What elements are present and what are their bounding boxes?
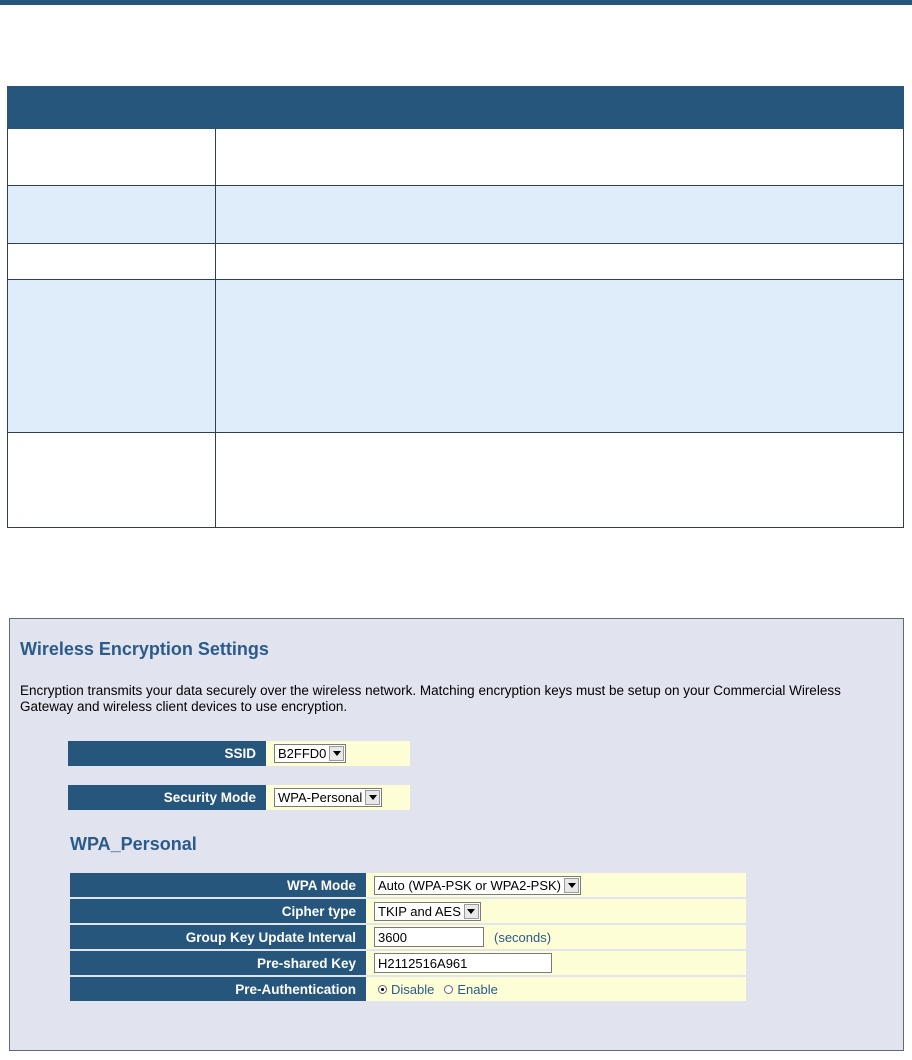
radio-selected-icon[interactable] xyxy=(378,985,387,994)
pre-authentication-value-cell xyxy=(366,977,746,1001)
group-key-interval-input[interactable] xyxy=(374,927,484,947)
wpa-mode-select[interactable] xyxy=(374,876,581,895)
table-row xyxy=(8,244,904,280)
top-bar xyxy=(0,0,912,5)
table-cell xyxy=(8,280,216,433)
group-key-interval-label: Group Key Update Interval xyxy=(70,925,366,949)
table-cell xyxy=(216,244,904,280)
wpa-mode-select-value: Auto (WPA-PSK or WPA2-PSK) xyxy=(378,877,562,893)
wpa-mode-row xyxy=(70,873,746,897)
chevron-down-icon[interactable] xyxy=(564,878,579,893)
table-row xyxy=(8,186,904,244)
table-row xyxy=(8,280,904,433)
pre-auth-disable-label: Disable xyxy=(391,981,435,997)
table-cell xyxy=(216,186,904,244)
panel-title: Wireless Encryption Settings xyxy=(20,639,269,659)
cipher-type-select-value: TKIP and AES xyxy=(378,903,461,919)
security-mode-value-cell xyxy=(266,785,410,810)
documentation-table xyxy=(7,86,904,528)
pre-shared-key-label: Pre-shared Key xyxy=(70,951,366,975)
wpa-mode-label: WPA Mode xyxy=(70,873,366,897)
table-cell xyxy=(216,433,904,528)
table-cell xyxy=(8,244,216,280)
ssid-select[interactable] xyxy=(274,744,346,763)
ssid-value-cell xyxy=(266,741,410,766)
table-cell xyxy=(216,280,904,433)
table-header-row xyxy=(8,87,904,129)
wpa-mode-value-cell xyxy=(366,873,746,897)
table-cell xyxy=(216,129,904,186)
pre-authentication-row xyxy=(70,977,746,1001)
cipher-type-label: Cipher type xyxy=(70,899,366,923)
pre-authentication-label: Pre-Authentication xyxy=(70,977,366,1001)
ssid-select-value: B2FFD0 xyxy=(278,746,327,761)
wpa-personal-title: WPA_Personal xyxy=(70,834,197,854)
chevron-down-icon[interactable] xyxy=(329,746,344,761)
ssid-label: SSID xyxy=(68,741,266,766)
pre-shared-key-row xyxy=(70,951,746,975)
pre-shared-key-input[interactable] xyxy=(374,953,552,973)
cipher-type-row xyxy=(70,899,746,923)
security-mode-label: Security Mode xyxy=(68,785,266,810)
table-header-cell xyxy=(8,87,216,129)
table-row xyxy=(8,433,904,528)
pre-auth-enable-label: Enable xyxy=(457,981,498,997)
security-mode-select-value: WPA-Personal xyxy=(278,790,363,805)
table-header-cell xyxy=(216,87,904,129)
chevron-down-icon[interactable] xyxy=(365,790,380,805)
radio-unselected-icon[interactable] xyxy=(444,985,453,994)
group-key-interval-row xyxy=(70,925,746,949)
seconds-unit-label: (seconds) xyxy=(494,929,552,945)
security-mode-row xyxy=(68,785,410,810)
ssid-row xyxy=(68,741,410,766)
chevron-down-icon[interactable] xyxy=(464,904,479,919)
table-row xyxy=(8,129,904,186)
wireless-encryption-panel xyxy=(9,618,904,1051)
pre-auth-enable-radio[interactable] xyxy=(444,982,497,997)
panel-description: Encryption transmits your data securely over the wireless network. Matching encryption keys must be setup on your Commercial Wireless Gateway and wireless client devices to use encryption. xyxy=(20,683,841,714)
group-key-interval-value-cell xyxy=(366,925,746,949)
pre-shared-key-value-cell xyxy=(366,951,746,975)
cipher-type-select[interactable] xyxy=(374,902,481,921)
pre-auth-disable-radio[interactable] xyxy=(378,982,434,997)
cipher-type-value-cell xyxy=(366,899,746,923)
table-cell xyxy=(8,433,216,528)
table-cell xyxy=(8,129,216,186)
table-cell xyxy=(8,186,216,244)
wpa-settings-grid xyxy=(70,873,746,1003)
security-mode-select[interactable] xyxy=(274,788,382,807)
